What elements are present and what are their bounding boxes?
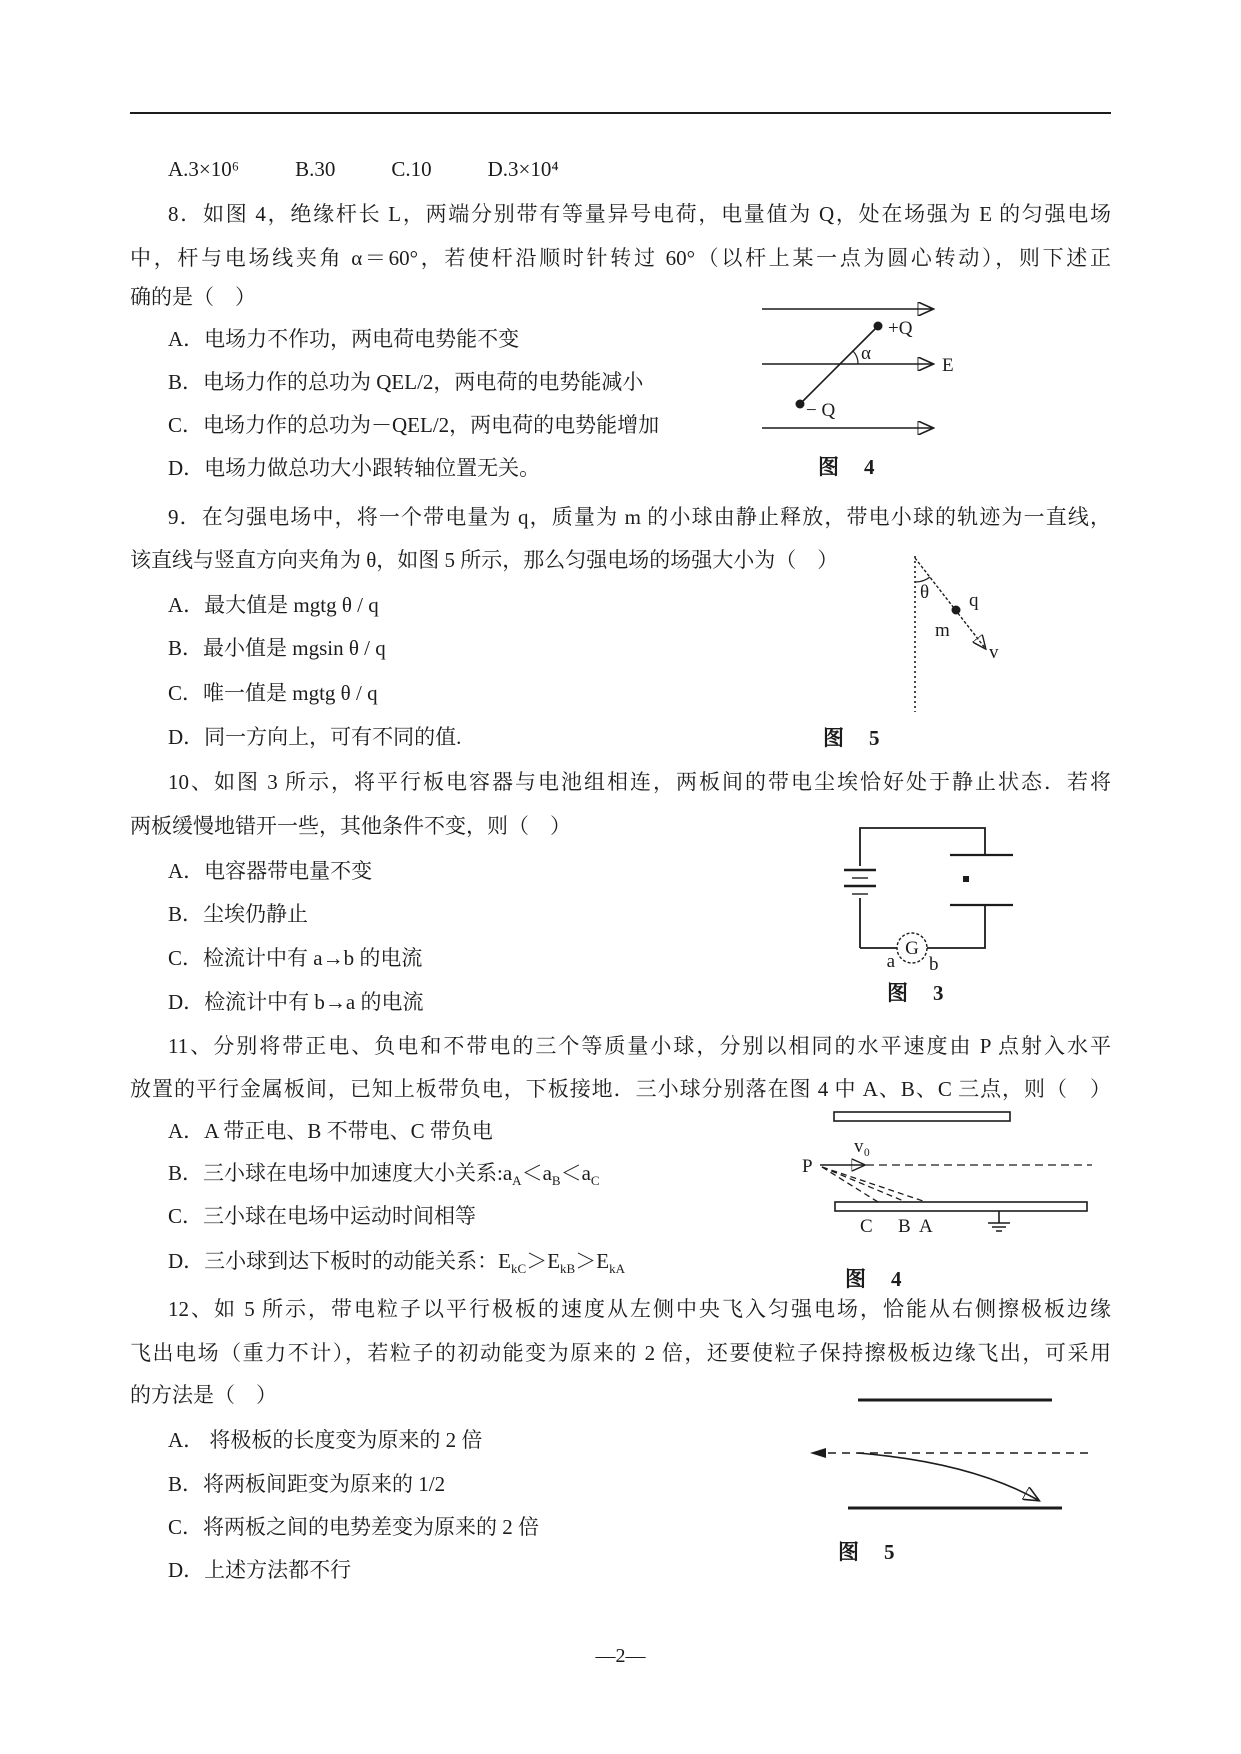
negative-charge-dot	[796, 400, 805, 409]
plus-q-label: +Q	[888, 318, 913, 339]
figure-5-particle-deflection-diagram	[800, 1392, 1100, 1524]
header-rule	[130, 112, 1111, 114]
question-8-line-1: 8．如图 4，绝缘杆长 L，两端分别带有等量异号电荷，电量值为 Q，处在场强为 E 的匀强电场	[168, 202, 1111, 226]
ground-symbol	[988, 1211, 1010, 1231]
bottom-plate	[835, 1202, 1087, 1211]
v0-label: v₀	[854, 1136, 871, 1157]
question-8-line-2: 中，杆与电场线夹角 α＝60°，若使杆沿顺时针转过 60°（以杆上某一点为圆心转动），则下述正	[130, 246, 1111, 270]
alpha-angle-arc	[853, 351, 858, 364]
question-11-line-2: 放置的平行金属板间，已知上板带负电，下板接地．三小球分别落在图 4 中 A、B、C 三点，则（ ）	[130, 1077, 1111, 1101]
question-10-option-c: C．检流计中有 a→b 的电流	[168, 946, 423, 970]
question-11-option-c: C．三小球在电场中运动时间相等	[168, 1204, 477, 1228]
terminal-a-label: a	[886, 951, 895, 972]
question-9-option-c: C．唯一值是 mgtg θ / q	[168, 681, 378, 705]
figure-4-rod-in-field-diagram	[750, 296, 962, 444]
page-number: —2—	[595, 1645, 646, 1667]
question-12-option-d: D．上述方法都不行	[168, 1558, 352, 1582]
question-12-line-3: 的方法是（ ）	[130, 1383, 277, 1407]
question-9-line-2: 该直线与竖直方向夹角为 θ，如图 5 所示，那么匀强电场的场强大小为（ ）	[130, 548, 839, 572]
question-11-option-b: B．三小球在电场中加速度大小关系$:a_A<a_B<a_C$	[168, 1161, 600, 1189]
figure-4-caption: 图 4	[818, 455, 877, 479]
question-12-option-c: C．将两板之间的电势差变为原来的 2 倍	[168, 1515, 540, 1539]
question-10-option-a: A．电容器带电量不变	[168, 859, 373, 883]
question-11-option-d: D．三小球到达下板时的动能关系：$E_{kC}>E_{kB}>E_{kA}$	[168, 1249, 625, 1277]
option: B.30	[295, 157, 336, 181]
question-9-option-d: D．同一方向上，可有不同的值.	[168, 725, 462, 749]
curved-trajectory	[858, 1453, 1038, 1500]
question-11-option-a: A．A 带正电、B 不带电、C 带负电	[168, 1119, 493, 1143]
alpha-label: α	[861, 343, 871, 364]
charge-q-label: q	[969, 590, 979, 611]
point-b-label: B	[898, 1216, 911, 1237]
question-9-option-a: A．最大值是 mgtg θ / q	[168, 593, 379, 617]
figure-5-trajectory-diagram	[893, 548, 1011, 722]
positive-charge-dot	[874, 322, 883, 331]
minus-q-label: − Q	[806, 400, 836, 421]
question-7-options-row	[168, 157, 615, 182]
question-10-option-b: B．尘埃仍静止	[168, 902, 309, 926]
question-12-line-2: 飞出电场（重力不计），若粒子的初动能变为原来的 2 倍，还要使粒子保持擦极板边缘飞出，可采用	[130, 1341, 1111, 1365]
question-12-option-b: B．将两板间距变为原来的 1/2	[168, 1472, 446, 1496]
question-10-line-1: 10、如图 3 所示，将平行板电容器与电池组相连，两板间的带电尘埃恰好处于静止状态．若将	[168, 770, 1111, 794]
trajectory-to-b	[822, 1167, 906, 1202]
question-9-option-b: B．最小值是 mgsin θ / q	[168, 636, 386, 660]
question-8-option-a: A．电场力不作功，两电荷电势能不变	[168, 327, 520, 351]
question-12-option-a: A． 将极板的长度变为原来的 2 倍	[168, 1428, 483, 1452]
figure-5-caption: 图 5	[823, 726, 882, 750]
question-10-option-d: D．检流计中有 b→a 的电流	[168, 990, 424, 1014]
velocity-v-label: v	[989, 642, 999, 663]
theta-label: θ	[920, 582, 930, 603]
mass-m-label: m	[935, 620, 950, 641]
ball-dot	[952, 606, 961, 615]
figure-3-caption: 图 3	[887, 981, 946, 1005]
dust-particle-dot	[963, 876, 969, 882]
trajectory-to-c	[822, 1167, 878, 1202]
entry-arrowhead	[810, 1448, 826, 1458]
field-e-label: E	[942, 355, 954, 376]
question-12-line-1: 12、如 5 所示，带电粒子以平行极板的速度从左侧中央飞入匀强电场，恰能从右侧擦极板边缘	[168, 1297, 1111, 1321]
point-a-label: A	[919, 1216, 933, 1237]
trajectory-to-a	[822, 1167, 926, 1202]
option: A.3×10⁶	[168, 157, 240, 181]
question-10-line-2: 两板缓慢地错开一些，其他条件不变，则（ ）	[130, 814, 571, 838]
figure-4b-caption: 图 4	[845, 1267, 904, 1291]
option: D.3×10⁴	[487, 157, 559, 181]
point-p-label: P	[802, 1156, 813, 1177]
circuit-wires	[860, 828, 985, 948]
figure-5b-caption: 图 5	[838, 1540, 897, 1564]
galvanometer-g-label: G	[905, 938, 919, 959]
question-8-option-c: C．电场力作的总功为－QEL/2，两电荷的电势能增加	[168, 413, 660, 437]
option: C.10	[391, 157, 432, 181]
point-c-label: C	[860, 1216, 873, 1237]
figure-4-parallel-plates-diagram	[800, 1106, 1100, 1252]
charged-rod	[800, 326, 878, 404]
question-8-line-3: 确的是（ ）	[130, 285, 256, 309]
figure-3-capacitor-circuit-diagram	[835, 820, 1027, 976]
question-8-option-b: B．电场力作的总功为 QEL/2，两电荷的电势能减小	[168, 370, 644, 394]
top-plate	[834, 1112, 1010, 1121]
question-9-line-1: 9．在匀强电场中，将一个带电量为 q，质量为 m 的小球由静止释放，带电小球的轨迹为一直线，	[168, 505, 1111, 529]
question-11-line-1: 11、分别将带正电、负电和不带电的三个等质量小球，分别以相同的水平速度由 P 点射入水平	[168, 1034, 1111, 1058]
question-8-option-d: D．电场力做总功大小跟转轴位置无关。	[168, 456, 541, 480]
terminal-b-label: b	[929, 954, 939, 975]
